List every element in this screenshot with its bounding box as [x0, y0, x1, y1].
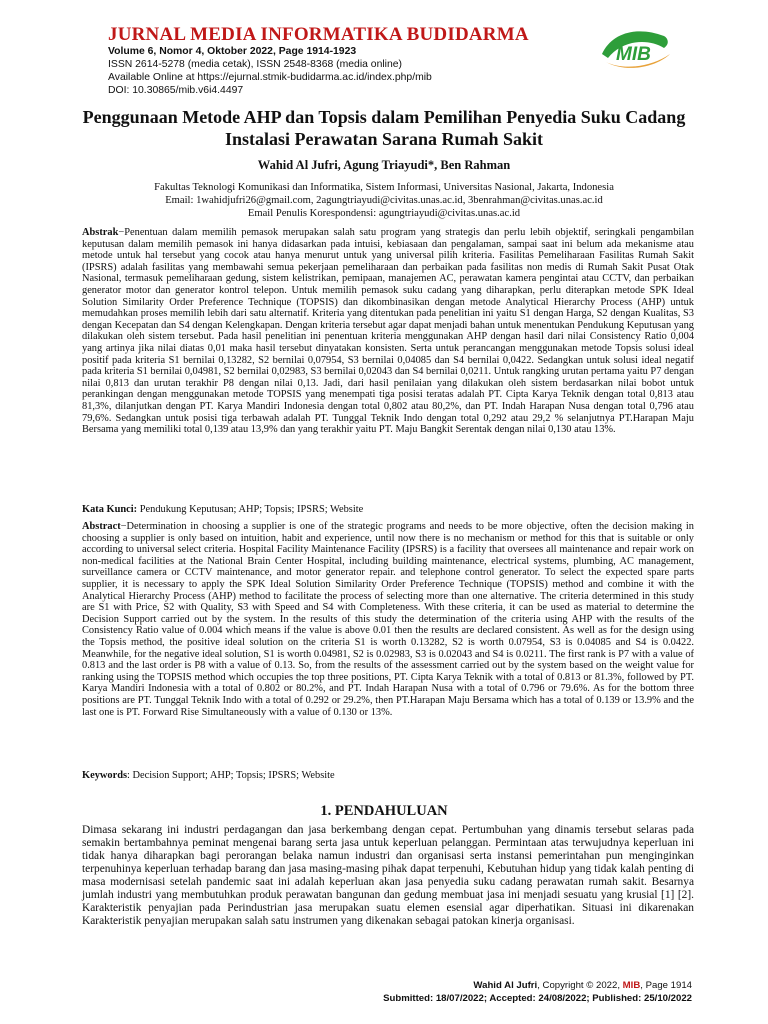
footer-page: , Page 1914 — [640, 980, 692, 991]
abstract-paragraph — [82, 521, 694, 718]
footer-author: Wahid Al Jufri — [473, 980, 538, 991]
mib-logo — [598, 24, 674, 74]
logo-letters: MIB — [616, 44, 651, 65]
keywords-line — [82, 770, 694, 782]
abstrak-label: Abstrak — [82, 227, 119, 238]
abstract-label: Abstract — [82, 521, 121, 532]
footer-dates: Submitted: 18/07/2022; Accepted: 24/08/2022; Published: 25/10/2022 — [383, 992, 692, 1004]
paper-title: Penggunaan Metode AHP dan Topsis dalam Pemilihan Penyedia Suku Cadang Instalasi Perawatan Sarana Rumah Sakit — [82, 107, 686, 149]
author-emails: Email: 1wahidjufri26@gmail.com, 2agungtriayudi@civitas.unas.ac.id, 3benrahman@civitas.unas.ac.id — [165, 194, 603, 206]
kata-kunci-text: Pendukung Keputusan; AHP; Topsis; IPSRS; Website — [137, 504, 364, 515]
author-list: Wahid Al Jufri, Agung Triayudi*, Ben Rahman — [257, 158, 511, 172]
footer-journal-abbr: MIB — [622, 980, 641, 991]
abstrak-paragraph — [82, 227, 694, 436]
doi-link[interactable]: DOI: 10.30865/mib.v6i4.4497 — [108, 85, 244, 96]
keywords-text: : Decision Support; AHP; Topsis; IPSRS; Website — [127, 770, 335, 781]
journal-meta — [108, 45, 432, 97]
intro-paragraph: Dimasa sekarang ini industri perdagangan dan jasa berkembang dengan cepat. Pertumbuhan yang dinamis tersebut selaras pada semakin bertambahnya peminat mengenai barang serta jasa untuk keperluan pelanggan. Permintaan atas terwujudnya keperluan ini tidak hanya diharapkan bagi perorangan belaka namun industri dan organisasi serta instansi pemerintahan pun menginginkan terpenuhinya keperluan terhadap barang dan jasa masing-masing pihak dapat terpenuhi, Kebutuhan hidup yang tidak kalah penting di masa modernisasi setelah pandemic saat ini adalah keperluan akan jasa penyedia suku cadang perawatan rumah sakit. Besarnya jumlah industri yang membutuhkan produk perawatan bangunan dan gedung membuat jasa ini menjadi sesuatu yang krusial [1] [2]. Karakteristik penyajian pada Perindustrian jasa merupakan suatu elemen esensial agar diperhatikan. Situasi ini dikarenakan Karakteristik penyajian merupakan salah satu instrumen yang dikenakan sebagai patokan kinerja organisasi. — [82, 824, 694, 927]
footer-copyright-text: , Copyright © 2022, — [537, 980, 623, 991]
kata-kunci-line — [82, 504, 694, 516]
kata-kunci-label: Kata Kunci: — [82, 504, 138, 515]
section-heading: 1. PENDAHULUAN — [320, 803, 448, 819]
affiliation: Fakultas Teknologi Komunikasi dan Informatika, Sistem Informasi, Universitas Nasional, Jakarta, Indonesia — [154, 182, 614, 193]
page-footer — [383, 980, 692, 1005]
abstract-text: −Determination in choosing a supplier is one of the strategic programs and needs to be more objective, often the decision making in choosing a supplier is only based on intuition, habit and experience, until now there is no mechanism or method for this that is suitable or only according to universal select criteria. Hospital Facility Maintenance Facility (IPSRS) is a facility that oversees all maintenance and repair work on non-medical facilities at the National Brain Center Hospital, including building maintenance, electrical systems, plumbing, AC management, surveillance camera or CCTV maintenance, and motor generator repair. and telephone control generator. To select the expected spare parts supplier, it is necessary to apply the SPK Ideal Solution Similarity Order Preference Technique (TOPSIS) method and combine it with the Analytical Hierarchy Process (AHP) method to facilitate the process of selecting more than one alternative. The criteria determined in this study are S1 with Price, S2 with Quality, S3 with Speed and S4 with Completeness. With these criteria, it can be used as material to determine the Decision Support carried out by the system. In the results of this study the determination of the criteria using AHP with the results of the Consistency Ratio value of 0.004 which means if the value is above 0.01 then the results are declared consistent. As well as for the design using the Topsis method, the positive ideal solution on the criteria S1 is worth 0.13282, S2 is worth 0.07954, S3 is 0.04085 and S4 is 0.0422. Meanwhile, for the negative ideal solution, S1 is worth 0.04981, S2 is 0.02983, S3 is 0.02043 and S4 is 0.0211. The first rank is P7 with a value of 0.813 and the last order is P8 with a value of 0.13. So, from the results of the assessment carried out by the system based on the weight value for ranking using the TOPSIS method which occupies the top three positions, PT. Cipta Karya Teknik with a total of 0.813 or 81.3%, followed by PT. Karya Mandiri Indonesia with a total of 0.802 or 80.2%, and PT. Indah Harapan Nusa with a total of 0.796 or 79.6%. As for the bottom three positions are PT. Tunggal Teknik Indo with a total of 0.292 or 29.2%, then PT.Harapan Maju Bersama which has a total of 0.139 or 13.9% and the last one is PT. Forward Rise Simultaneously with a value of 0.130 or 13%. — [82, 521, 694, 718]
issn-line: ISSN 2614-5278 (media cetak), ISSN 2548-8368 (media online) — [108, 59, 402, 70]
volume-line: Volume 6, Nomor 4, Oktober 2022, Page 1914-1923 — [108, 46, 357, 57]
abstrak-text: −Penentuan dalam memilih pemasok merupakan salah satu program yang strategis dan perlu lebih objektif, seringkali pengambilan keputusan dalam memilih pemasok ini hanya didasarkan pada intuisi, kebiasaan dan pengalaman, sampai saat ini belum ada mekanisme atau metode untuk hal tersebut yang cocok atau hanya menurut untuk yang universal pilih kriteria. Fasilitas Pemeliharaan Fasilitas Rumah Sakit (IPSRS) adalah fasilitas yang membawahi semua pekerjaan pemeliharaan dan perbaikan pada fasilitas non medis di Rumah Sakit Pusat Otak Nasional, termasuk pemeliharaan gedung, sistem kelistrikan, pemipaan, manajemen AC, perawatan kamera pengintai atau CCTV, dan perbaikan generator motor dan generator kontrol telepon. Untuk memilih pemasok suku cadang yang diharapkan, perlu diterapkan metode SPK Ideal Solution Similarity Order Preference Technique (TOPSIS) dan dikombinasikan dengan metode Analytical Hierarchy Process (AHP) untuk memudahkan proses memilih lebih dari satu alternatif. Kriteria yang ditentukan pada penelitian ini yaitu S1 dengan Harga, S2 dengan Kualitas, S3 dengan Kecepatan dan S4 dengan Kelengkapan. Dengan kriteria tersebut agar dapat menjadi bahan untuk menentukan Pendukung Keputusan yang dilakukan oleh sistem tersebut. Pada hasil penelitian ini penentuan kriteria menggunakan AHP dengan hasil dari nilai Consistency Ratio 0,004 yang artinya jika nilai diatas 0,01 maka hasil tersebut dinyatakan konsisten. Serta untuk perancangan menggunakan metode Topsis solusi ideal positif pada kriteria S1 bernilai 0,13282, S2 bernilai 0,07954, S3 bernilai 0,04085 dan S4 bernilai 0,0422. Sedangkan untuk solusi ideal negatif pada kriteria S1 bernilai 0,04981, S2 bernilai 0,02983, S3 bernilai 0,02043 dan S4 bernilai 0,0211. Untuk rangking urutan pertama yaitu P7 dengan nilai 0,813 dan urutan terakhir P8 dengan nilai 0,13. Jadi, dari hasil penilaian yang dilakukan oleh sistem berdasarkan nilai bobot untuk perankingan dengan menggunakan metode TOPSIS yang menempati tiga posisi teratas adalah PT. Cipta Karya Teknik dengan total 0,813 atau 81,3%, dilanjutkan dengan PT. Karya Mandiri Indonesia dengan total 0,802 atau 80,2%, dan PT. Indah Harapan Nusa dengan total 0,796 atau 79,6%. Sedangkan untuk posisi tiga terbawah adalah PT. Tunggal Teknik Indo dengan total 0,292 atau 29,2 % selanjutnya PT.Harapan Maju Bersama yang memiliki total 0,139 atau 13,9% dan yang terakhir yaitu PT. Maju Bangkit Serentak dengan nilai 0,130 atau 13%. — [82, 227, 694, 436]
journal-name: JURNAL MEDIA INFORMATIKA BUDIDARMA — [108, 24, 529, 45]
keywords-label: Keywords — [82, 770, 128, 781]
affiliation-block — [0, 182, 768, 220]
footer-copyright — [383, 980, 692, 993]
available-online-link[interactable]: Available Online at https://ejurnal.stmik-budidarma.ac.id/index.php/mib — [108, 72, 432, 83]
correspondence-email: Email Penulis Korespondensi: agungtriayudi@civitas.unas.ac.id — [247, 207, 521, 219]
